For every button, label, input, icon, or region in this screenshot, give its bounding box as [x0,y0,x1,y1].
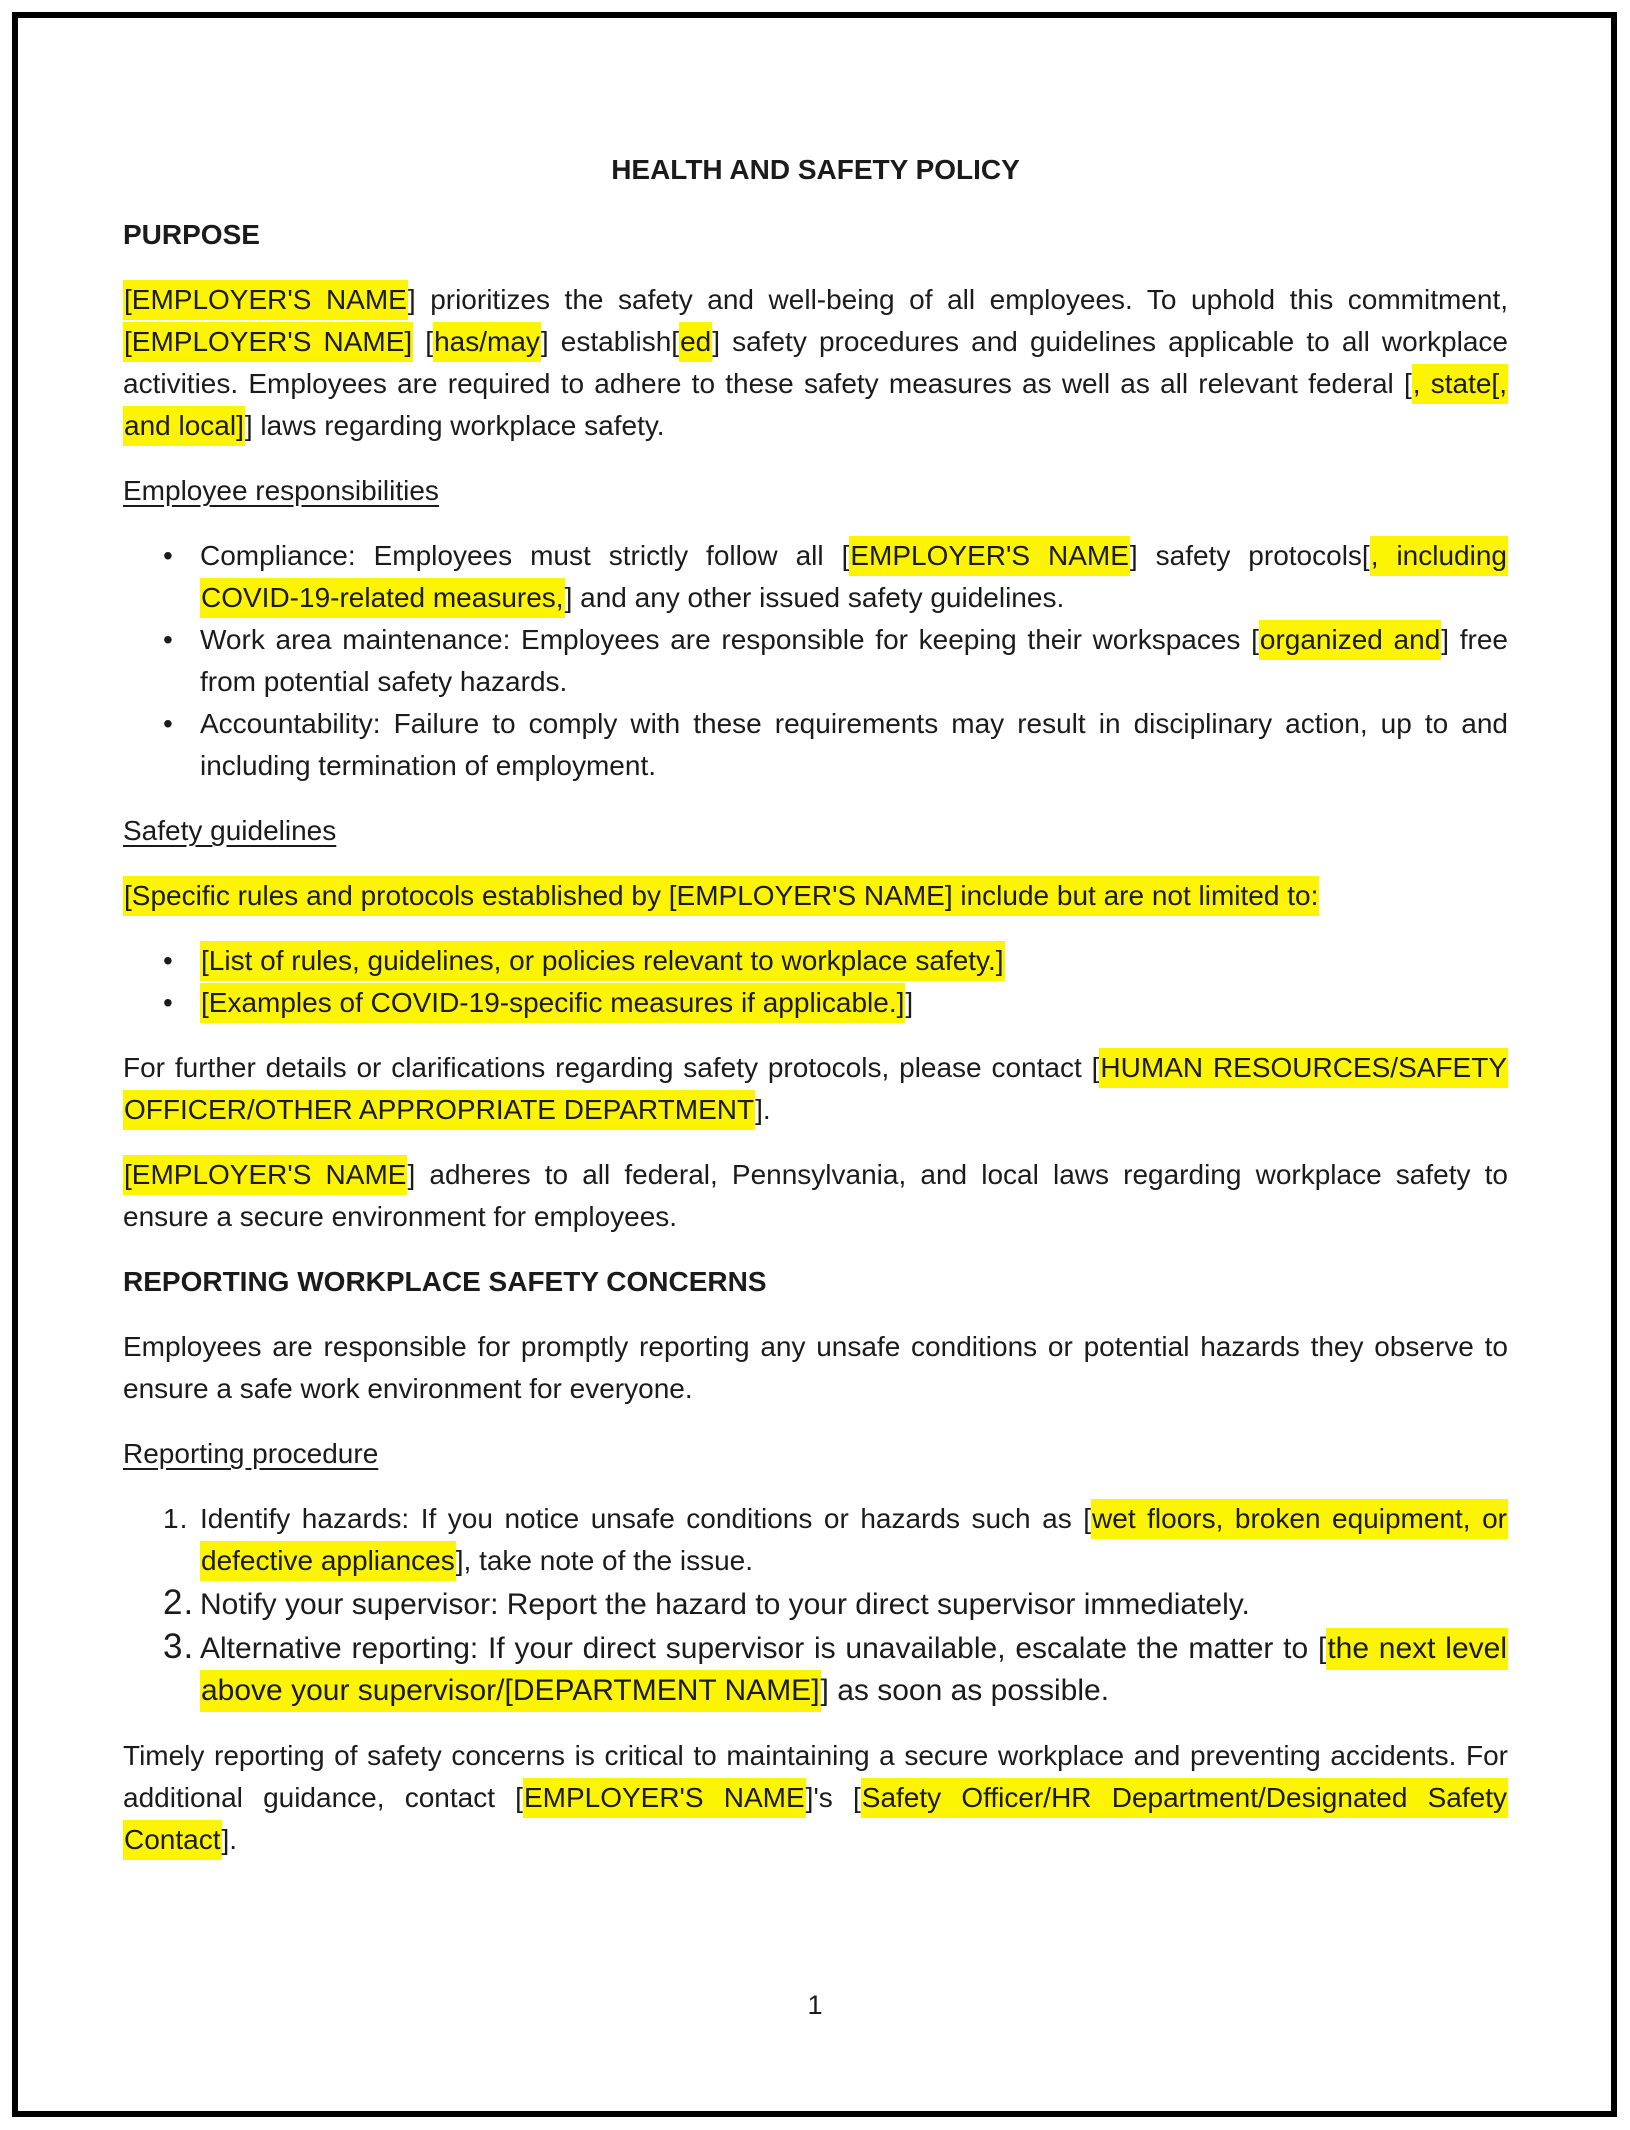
text-run: ] [905,987,914,1018]
text-run: ] safety procedures and guidelines applicable to all workplace activities. Employees are required to adhere to these safety measures as well as all relevant federal [ [123,326,1508,399]
list-number: 1. [163,1503,189,1534]
highlighted-text: HUMAN RESOURCES/SAFETY OFFICER/OTHER APPROPRIATE DEPARTMENT [123,1048,1508,1130]
paragraph [123,1735,1508,1861]
text-run: Accountability: Failure to comply with these requirements may result in disciplinary action, up to and including termination of employment. [200,708,1508,781]
text-run: Compliance: Employees must strictly follow all [ [200,540,850,571]
text-run: ] laws regarding workplace safety. [244,410,665,441]
list-item-text [200,1628,1508,1712]
highlighted-text: Safety Officer/HR Department/Designated Safety Contact [123,1778,1508,1860]
text-run: Timely reporting of safety concerns is critical to maintaining a secure workplace and preventing accidents. For additional guidance, contact [ [123,1740,1508,1813]
underlined-heading: Reporting procedure [123,1438,379,1469]
document-body [123,214,1508,1861]
text-run [413,326,425,357]
text-run: Notify your supervisor: Report the hazard to your direct supervisor immediately. [200,1588,1250,1621]
list-item-text [200,982,1508,1024]
highlighted-text: has/may [433,322,541,362]
list-item-text [200,940,1508,982]
highlighted-text: , state[, and local] [123,364,1508,446]
list-item [123,940,1508,982]
numbered-list [123,1498,1508,1712]
bullet-list [123,535,1508,787]
text-run: For further details or clarifications regarding safety protocols, please contact [ [123,1052,1100,1083]
text-run: ]'s [ [805,1782,861,1813]
list-item [123,982,1508,1024]
underlined-heading: Employee responsibilities [123,475,439,506]
list-item [123,1498,1508,1582]
text-run: ]. [221,1824,238,1855]
document-page [123,149,1508,1884]
paragraph [123,875,1508,917]
page-number: 1 [807,1990,823,2020]
bullet-icon: • [163,624,173,655]
text-run: ] free from potential safety hazards. [200,624,1508,697]
list-number: 2. [163,1583,195,1622]
highlighted-text: , including COVID-19-related measures, [200,536,1508,618]
highlighted-text: ed [679,322,712,362]
text-run: Work area maintenance: Employees are responsible for keeping their workspaces [ [200,624,1259,655]
list-item-text [200,703,1508,787]
highlighted-text: the next level above your supervisor/[DEPARTMENT NAME] [200,1628,1508,1712]
bullet-icon: • [163,987,173,1018]
highlighted-text: EMPLOYER'S NAME [849,536,1130,576]
text-run: Employees are responsible for promptly reporting any unsafe conditions or potential hazards they observe to ensure a safe work environment for everyone. [123,1331,1508,1404]
highlighted-text: wet floors, broken equipment, or defective appliances [200,1499,1508,1581]
paragraph [123,1326,1508,1410]
highlighted-text: [Specific rules and protocols established by [EMPLOYER'S NAME] include but are not limited to: [123,876,1319,916]
bullet-icon: • [163,708,173,739]
text-run: ] prioritizes the safety and well-being of all employees. To uphold this commitment, [407,284,1509,315]
list-item-text [200,619,1508,703]
text-run: [ [425,326,434,357]
list-item-text [200,535,1508,619]
list-item [123,619,1508,703]
paragraph [123,279,1508,447]
text-run: ] establish[ [540,326,680,357]
text-run: ]. [755,1094,771,1125]
highlighted-text: [EMPLOYER'S NAME [123,280,408,320]
bullet-icon: • [163,945,173,976]
highlighted-text: [Examples of COVID-19-specific measures if applicable.] [200,983,905,1023]
list-item [123,535,1508,619]
text-run: Identify hazards: If you notice unsafe conditions or hazards such as [ [200,1503,1092,1534]
list-item [123,1582,1508,1626]
highlighted-text: [EMPLOYER'S NAME [123,1155,407,1195]
paragraph [123,1047,1508,1131]
section-heading: PURPOSE [123,219,260,250]
text-run: ] as soon as possible. [820,1674,1110,1707]
text-run: ], take note of the issue. [455,1545,754,1576]
list-item [123,703,1508,787]
bullet-list [123,940,1508,1024]
text-run: Alternative reporting: If your direct supervisor is unavailable, escalate the matter to [ [200,1632,1327,1665]
text-run: ] adheres to all federal, Pennsylvania, and local laws regarding workplace safety to ensure a secure environment for employees. [123,1159,1508,1232]
list-item-text [200,1584,1508,1626]
bullet-icon: • [163,540,173,571]
text-run: ] and any other issued safety guidelines. [564,582,1065,613]
list-item-text [200,1498,1508,1582]
underlined-heading: Safety guidelines [123,815,337,846]
list-number: 3. [163,1627,195,1666]
highlighted-text: [EMPLOYER'S NAME] [123,322,413,362]
paragraph [123,1154,1508,1238]
highlighted-text: EMPLOYER'S NAME [523,1778,806,1818]
list-item [123,1626,1508,1712]
highlighted-text: [List of rules, guidelines, or policies relevant to workplace safety.] [200,941,1005,981]
text-run: ] safety protocols[ [1129,540,1370,571]
section-heading: REPORTING WORKPLACE SAFETY CONCERNS [123,1266,767,1297]
highlighted-text: organized and [1259,620,1441,660]
document-title: HEALTH AND SAFETY POLICY [611,154,1020,185]
